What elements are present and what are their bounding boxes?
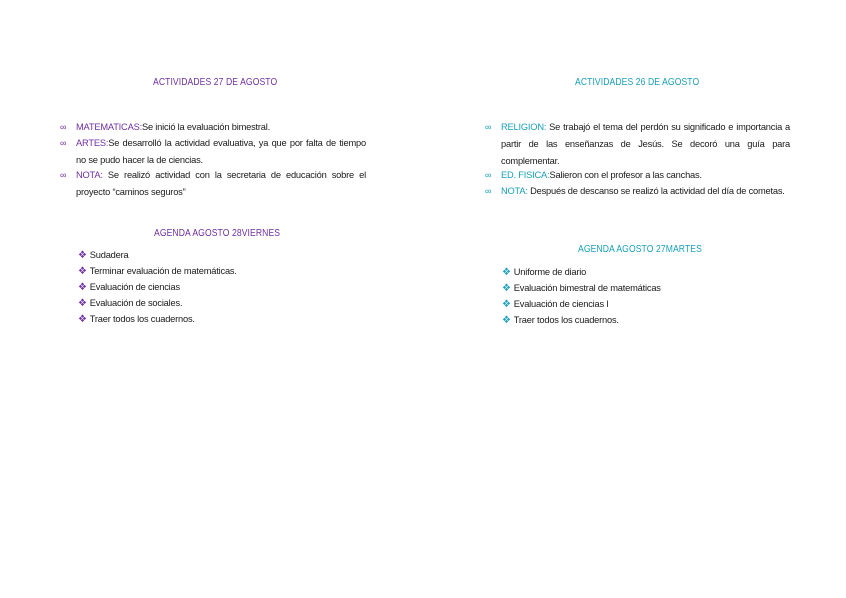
agenda-item: ❖ Evaluación de ciencias — [78, 282, 180, 293]
diamond-bullet-icon: ❖ — [502, 315, 511, 326]
item-label: NOTA: — [501, 186, 528, 196]
right-title: ACTIVIDADES 26 DE AGOSTO — [575, 77, 700, 88]
agenda-item: ❖ Evaluación de sociales. — [78, 298, 183, 309]
agenda-item: ❖ Traer todos los cuadernos. — [78, 314, 195, 325]
infinity-bullet-icon: ∞ — [485, 170, 492, 180]
item-label: ARTES: — [76, 138, 109, 148]
agenda-item: ❖ Evaluación de ciencias l — [502, 299, 609, 310]
diamond-bullet-icon: ❖ — [78, 250, 87, 261]
diamond-bullet-icon: ❖ — [502, 283, 511, 294]
agenda-item: ❖ Uniforme de diario — [502, 267, 587, 278]
item-text: Salieron con el profesor a las canchas. — [549, 170, 702, 180]
agenda-item: ❖ Evaluación bimestral de matemáticas — [502, 283, 661, 294]
item-label: NOTA: — [76, 170, 103, 180]
diamond-bullet-icon: ❖ — [78, 298, 87, 309]
item-text: Se inició la evaluación bimestral. — [141, 122, 271, 132]
agenda-item: ❖ Terminar evaluación de matemáticas. — [78, 266, 237, 277]
right-item-nota — [485, 183, 790, 200]
left-agenda-title: AGENDA AGOSTO 28VIERNES — [154, 228, 281, 239]
item-text: Después de descanso se realizó la actividad del día de cometas. — [527, 186, 785, 196]
item-label: ED. FISICA: — [501, 170, 550, 180]
item-text: Se desarrolló la actividad evaluativa, ya que por falta de tiempo no se pudo hacer la de ciencias. — [76, 138, 366, 165]
item-text: Se trabajó el tema del perdón su significado e importancia a partir de las enseñanzas de Jesús. Se decoró una guía para complementar. — [501, 122, 790, 166]
diamond-bullet-icon: ❖ — [78, 266, 87, 277]
left-title: ACTIVIDADES 27 DE AGOSTO — [153, 77, 278, 88]
infinity-bullet-icon: ∞ — [60, 170, 67, 180]
right-item-religion — [485, 119, 790, 170]
agenda-item: ❖ Traer todos los cuadernos. — [502, 315, 619, 326]
infinity-bullet-icon: ∞ — [60, 122, 67, 132]
diamond-bullet-icon: ❖ — [502, 299, 511, 310]
diamond-bullet-icon: ❖ — [78, 314, 87, 325]
item-label: RELIGION: — [501, 122, 547, 132]
diamond-bullet-icon: ❖ — [502, 267, 511, 278]
agenda-item: ❖ Sudadera — [78, 250, 129, 261]
left-item-matematicas — [60, 119, 366, 136]
left-item-artes — [60, 135, 366, 169]
right-agenda-list — [502, 264, 661, 328]
item-label: MATEMATICAS: — [76, 122, 142, 132]
right-item-ed-fisica — [485, 167, 790, 184]
item-text: Se realizó actividad con la secretaria de educación sobre el proyecto “caminos seguros” — [76, 170, 366, 197]
infinity-bullet-icon: ∞ — [485, 122, 492, 132]
left-agenda-list — [78, 247, 237, 327]
left-item-nota — [60, 167, 366, 201]
infinity-bullet-icon: ∞ — [485, 186, 492, 196]
right-agenda-title: AGENDA AGOSTO 27MARTES — [578, 244, 702, 255]
diamond-bullet-icon: ❖ — [78, 282, 87, 293]
infinity-bullet-icon: ∞ — [60, 138, 67, 148]
